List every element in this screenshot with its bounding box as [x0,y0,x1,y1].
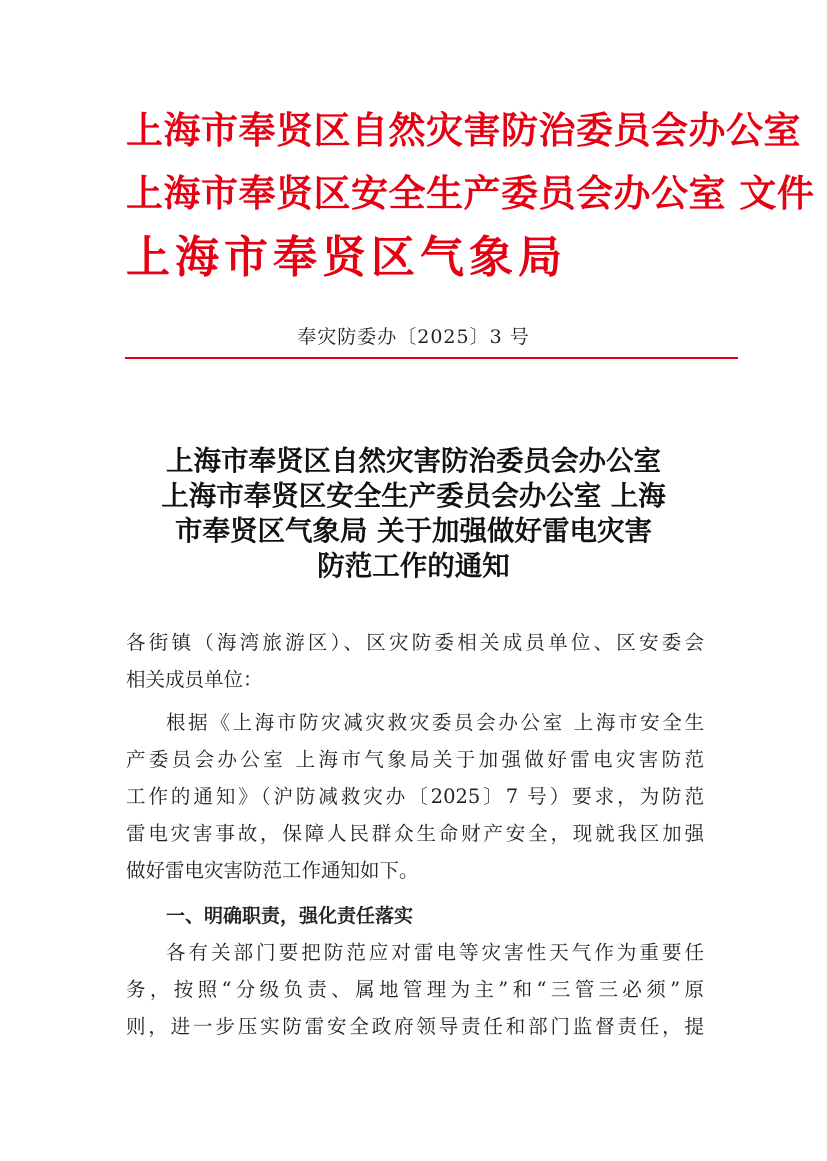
title-line: 防范工作的通知 [317,550,510,582]
salutation-line: 各街镇（海湾旅游区）、区灾防委相关成员单位、区安委会 [126,631,704,654]
red-divider [125,357,738,359]
document-title [120,444,707,584]
title-line: 上海市奉贤区安全生产委员会办公室 上海 [161,480,666,512]
issuer-line-3: 上海市奉贤区气象局 [126,232,567,283]
title-line: 市奉贤区气象局 关于加强做好雷电灾害 [174,515,653,547]
paragraph-line: 产委员会办公室 上海市气象局关于加强做好雷电灾害防范 [126,748,704,771]
paragraph-line: 则，进一步压实防雷安全政府领导责任和部门监督责任，提 [126,1015,704,1038]
paragraph-line: 工作的通知》（沪防减救灾办〔2025〕7 号）要求，为防范 [126,785,704,808]
paragraph-line: 根据《上海市防灾减灾救灾委员会办公室 上海市安全生 [166,711,704,734]
document-number: 奉灾防委办〔2025〕3 号 [297,326,530,348]
paragraph-line: 各有关部门要把防范应对雷电等灾害性天气作为重要任 [166,941,704,964]
title-line: 上海市奉贤区自然灾害防治委员会办公室 [166,445,661,477]
issuer-line-2: 上海市奉贤区安全生产委员会办公室 文件 [126,171,815,215]
section-heading-text: 一、明确职责，强化责任落实 [166,905,414,927]
paragraph-line: 做好雷电灾害防范工作通知如下。 [126,859,419,882]
paragraph-section1 [126,934,704,1045]
paragraph-line: 务，按照“分级负责、属地管理为主”和“三管三必须”原 [126,978,704,1001]
paragraph-intro [126,704,704,889]
salutation [126,624,704,698]
issuer-line-1: 上海市奉贤区自然灾害防治委员会办公室 [126,108,801,152]
section-heading [126,898,704,935]
salutation-line: 相关成员单位： [126,668,263,691]
paragraph-line: 雷电灾害事故，保障人民群众生命财产安全，现就我区加强 [126,822,704,845]
